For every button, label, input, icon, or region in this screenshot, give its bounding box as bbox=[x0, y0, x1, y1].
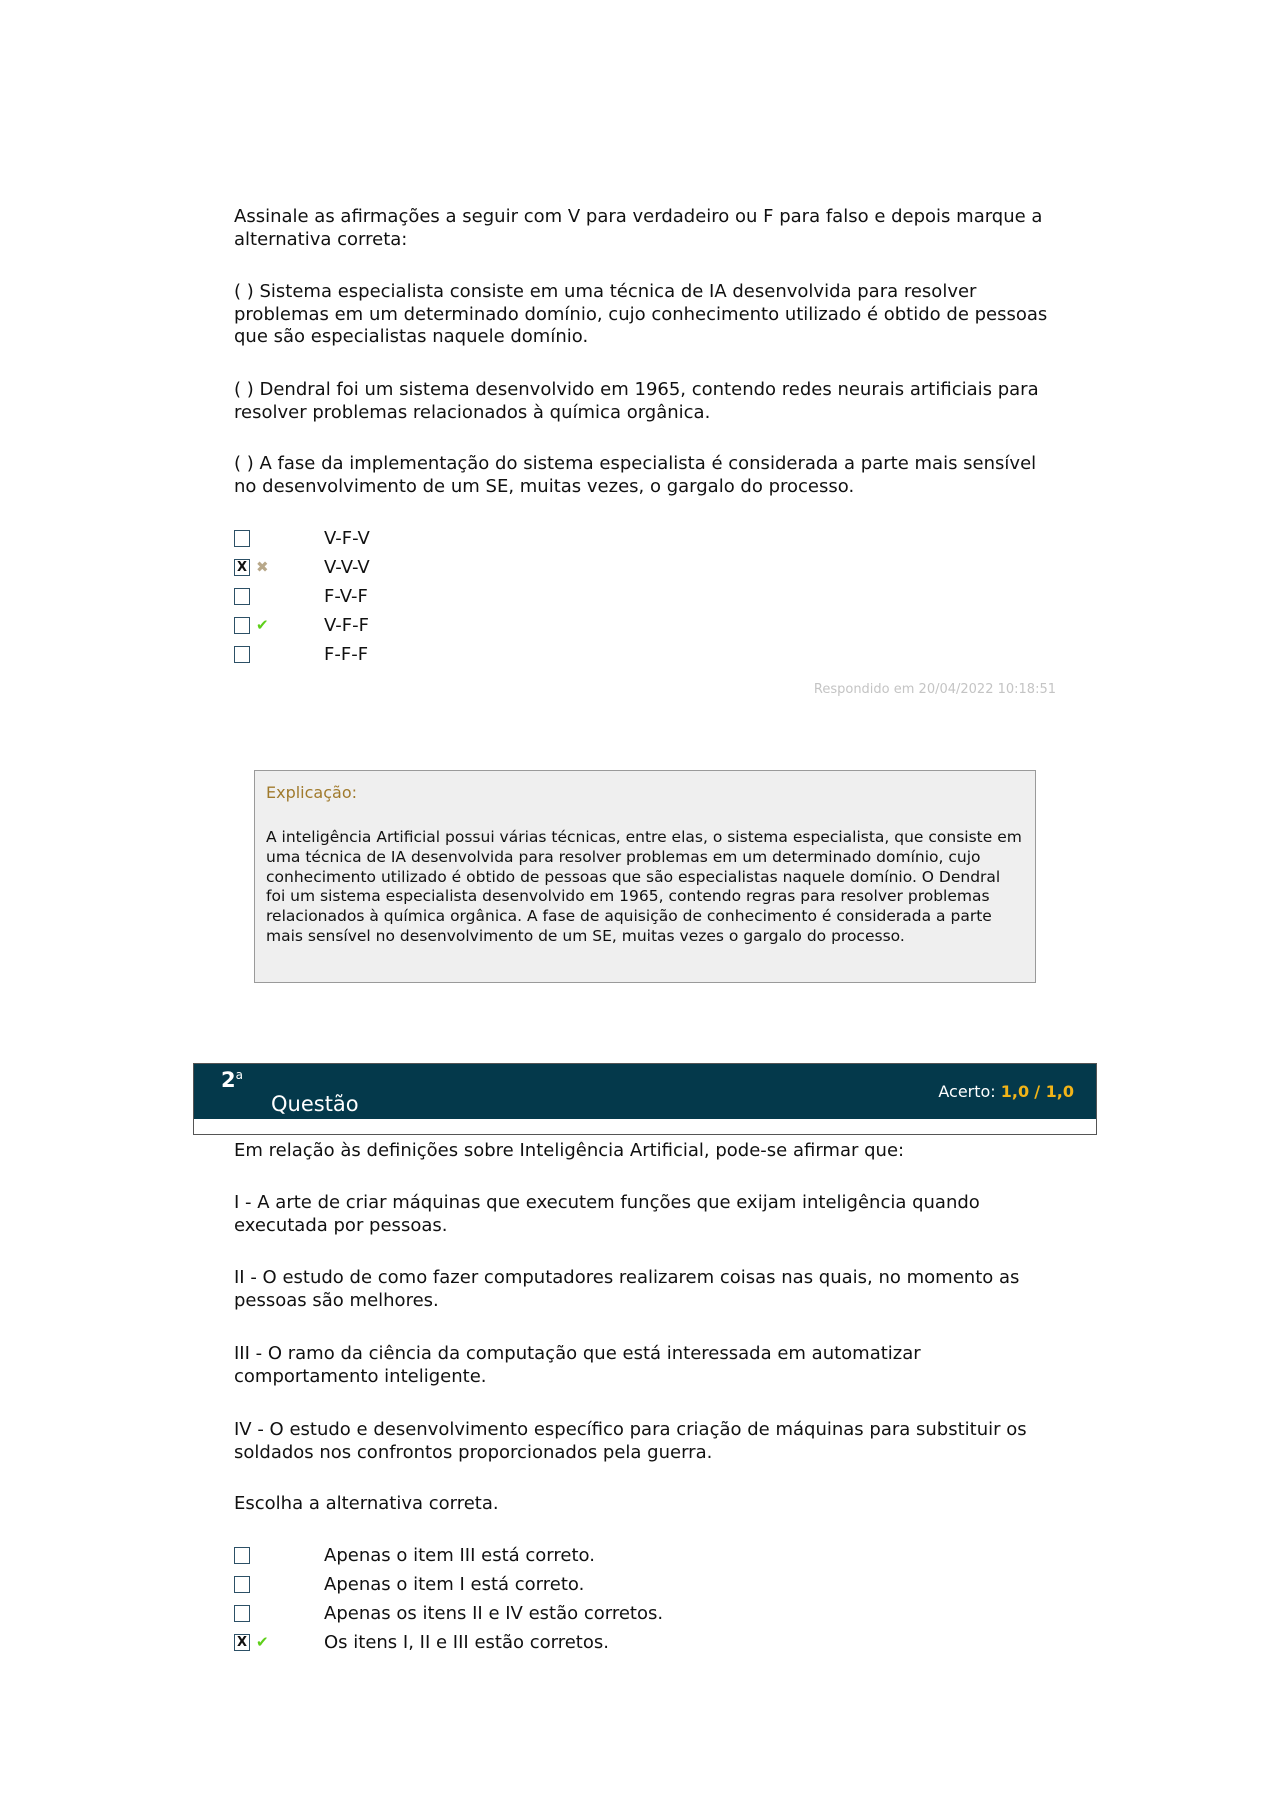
score: Acerto: 1,0 / 1,0 bbox=[938, 1082, 1074, 1101]
question-title: Questão bbox=[271, 1092, 359, 1116]
answer-option[interactable] bbox=[234, 1600, 664, 1626]
statement: III - O ramo da ciência da computação que está interessada em automatizar comportamento inteligente. bbox=[234, 1343, 921, 1387]
answer-label: F-V-F bbox=[324, 585, 368, 607]
correct-check-icon: ✔ bbox=[256, 616, 269, 634]
answer-option[interactable] bbox=[234, 641, 369, 667]
answer-option[interactable] bbox=[234, 525, 370, 551]
statement: ( ) A fase da implementação do sistema especialista é considerada a parte mais sensível no desenvolvimento de um SE, muitas vezes, o gargalo do processo. bbox=[234, 453, 1037, 497]
wrong-x-icon: ✖ bbox=[256, 558, 269, 576]
answer-checkbox[interactable] bbox=[234, 588, 250, 605]
answer-option[interactable] bbox=[234, 1571, 585, 1597]
question-number: 2$^a$ bbox=[221, 1068, 243, 1092]
answer-label: Os itens I, II e III estão corretos. bbox=[324, 1631, 609, 1653]
answer-label: Apenas o item I está correto. bbox=[324, 1573, 585, 1595]
answer-option[interactable] bbox=[234, 1629, 609, 1655]
correct-check-icon: ✔ bbox=[256, 1633, 269, 1651]
answer-label: V-F-V bbox=[324, 527, 370, 549]
explanation-box bbox=[254, 770, 1036, 983]
answer-option[interactable] bbox=[234, 1542, 595, 1568]
answer-checkbox[interactable] bbox=[234, 1576, 250, 1593]
answer-label: F-F-F bbox=[324, 643, 369, 665]
answer-label: V-V-V bbox=[324, 556, 370, 578]
answer-checkbox[interactable] bbox=[234, 530, 250, 547]
statement: I - A arte de criar máquinas que executem funções que exijam inteligência quando executada por pessoas. bbox=[234, 1192, 980, 1236]
statement: ( ) Sistema especialista consiste em uma técnica de IA desenvolvida para resolver problemas em um determinado domínio, cujo conhecimento utilizado é obtido de pessoas que são especialistas naquele domínio. bbox=[234, 281, 1048, 347]
answer-checkbox[interactable]: X bbox=[234, 1634, 250, 1651]
answered-timestamp: Respondido em 20/04/2022 10:18:51 bbox=[813, 682, 1056, 697]
answer-option[interactable] bbox=[234, 554, 370, 580]
answer-option[interactable] bbox=[234, 583, 368, 609]
explanation-text: A inteligência Artificial possui várias técnicas, entre elas, o sistema especialista, que consiste em uma técnica de IA desenvolvida para resolver problemas em um determinado domínio, cujo conhecimento utilizado é obtido de pessoas que são especialistas naquele domínio. O Dendral foi um sistema especialista desenvolvido em 1965, contendo regras para resolver problemas relacionados à química orgânica. A fase de aquisição de conhecimento é considerada a parte mais sensível no desenvolvimento de um SE, muitas vezes o gargalo do processo. bbox=[266, 828, 1022, 945]
answer-checkbox[interactable] bbox=[234, 617, 250, 634]
answer-label: V-F-F bbox=[324, 614, 369, 636]
statement: ( ) Dendral foi um sistema desenvolvido em 1965, contendo redes neurais artificiais para resolver problemas relacionados à química orgânica. bbox=[234, 379, 1039, 423]
question-1-intro: Assinale as afirmações a seguir com V para verdadeiro ou F para falso e depois marque a alternativa correta: bbox=[234, 206, 1043, 250]
answer-checkbox[interactable] bbox=[234, 1547, 250, 1564]
question-2-header bbox=[193, 1063, 1097, 1135]
answer-label: Apenas o item III está correto. bbox=[324, 1544, 595, 1566]
answer-option[interactable] bbox=[234, 612, 369, 638]
statement: II - O estudo de como fazer computadores realizarem coisas nas quais, no momento as pessoas são melhores. bbox=[234, 1267, 1020, 1311]
answer-checkbox[interactable] bbox=[234, 646, 250, 663]
question-2-intro: Em relação às definições sobre Inteligência Artificial, pode-se afirmar que: bbox=[234, 1140, 905, 1161]
explanation-title: Explicação: bbox=[266, 783, 358, 802]
statement: IV - O estudo e desenvolvimento específico para criação de máquinas para substituir os soldados nos confrontos proporcionados pela guerra. bbox=[234, 1419, 1027, 1463]
answer-label: Apenas os itens II e IV estão corretos. bbox=[324, 1602, 664, 1624]
answer-checkbox[interactable]: X bbox=[234, 559, 250, 576]
question-2-prompt: Escolha a alternativa correta. bbox=[234, 1493, 499, 1514]
answer-checkbox[interactable] bbox=[234, 1605, 250, 1622]
